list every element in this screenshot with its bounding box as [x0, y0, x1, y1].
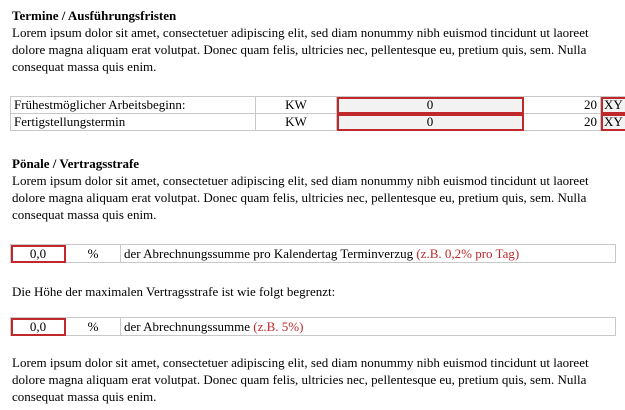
completion-year-prefix: 20 — [524, 114, 601, 131]
penalty-max-table — [10, 317, 616, 336]
limit-statement — [12, 283, 612, 300]
max-penalty-hint: (z.B. 5%) — [253, 319, 304, 334]
max-penalty-description — [121, 318, 616, 336]
table-row — [11, 318, 616, 336]
start-week-input[interactable]: 0 — [337, 97, 524, 114]
section-paragraph-deadlines: Lorem ipsum dolor sit amet, consectetuer adipiscing elit, sed diam nonummy nibh euismod tincidunt ut laoreet dolore magna aliquam erat volutpat. Donec quam felis, ultricies nec, pellentesque eu, pretium quis, sem. Nulla consequat massa quis enim. — [12, 25, 589, 74]
start-date-label: Frühestmöglicher Arbeitsbeginn: — [11, 97, 256, 114]
max-penalty-text: der Abrechnungssumme — [124, 319, 251, 334]
daily-penalty-percent: % — [66, 245, 121, 263]
closing-section — [12, 354, 612, 405]
section-penalty — [12, 156, 612, 223]
table-row — [11, 114, 625, 131]
section-deadlines — [12, 8, 612, 75]
daily-penalty-hint: (z.B. 0,2% pro Tag) — [416, 246, 520, 261]
closing-paragraph: Lorem ipsum dolor sit amet, consectetuer adipiscing elit, sed diam nonummy nibh euismod tincidunt ut laoreet dolore magna aliquam erat volutpat. Donec quam felis, ultricies nec, pellentesque eu, pretium quis, sem. Nulla consequat massa quis enim. — [12, 355, 589, 404]
completion-date-label: Fertigstellungstermin — [11, 114, 256, 131]
section-heading-penalty: Pönale / Vertragsstrafe — [12, 156, 140, 171]
max-penalty-percent: % — [66, 318, 121, 336]
daily-penalty-description — [121, 245, 616, 263]
section-paragraph-penalty: Lorem ipsum dolor sit amet, consectetuer adipiscing elit, sed diam nonummy nibh euismod tincidunt ut laoreet dolore magna aliquam erat volutpat. Donec quam felis, ultricies nec, pellentesque eu, pretium quis, sem. Nulla consequat massa quis enim. — [12, 173, 589, 222]
limit-text: Die Höhe der maximalen Vertragsstrafe ist wie folgt begrenzt: — [12, 284, 336, 299]
max-penalty-input[interactable]: 0,0 — [11, 318, 66, 336]
section-heading-deadlines: Termine / Ausführungsfristen — [12, 8, 177, 23]
daily-penalty-input[interactable]: 0,0 — [11, 245, 66, 263]
dates-table — [10, 96, 625, 131]
table-row — [11, 97, 625, 114]
daily-penalty-text: der Abrechnungssumme pro Kalendertag Terminverzug — [124, 246, 414, 261]
table-row — [11, 245, 616, 263]
start-week-unit: KW — [256, 97, 337, 114]
completion-week-unit: KW — [256, 114, 337, 131]
completion-year-input[interactable]: XY — [601, 114, 625, 131]
penalty-daily-table — [10, 244, 616, 263]
completion-week-input[interactable]: 0 — [337, 114, 524, 131]
start-year-input[interactable]: XY — [601, 97, 625, 114]
start-year-prefix: 20 — [524, 97, 601, 114]
